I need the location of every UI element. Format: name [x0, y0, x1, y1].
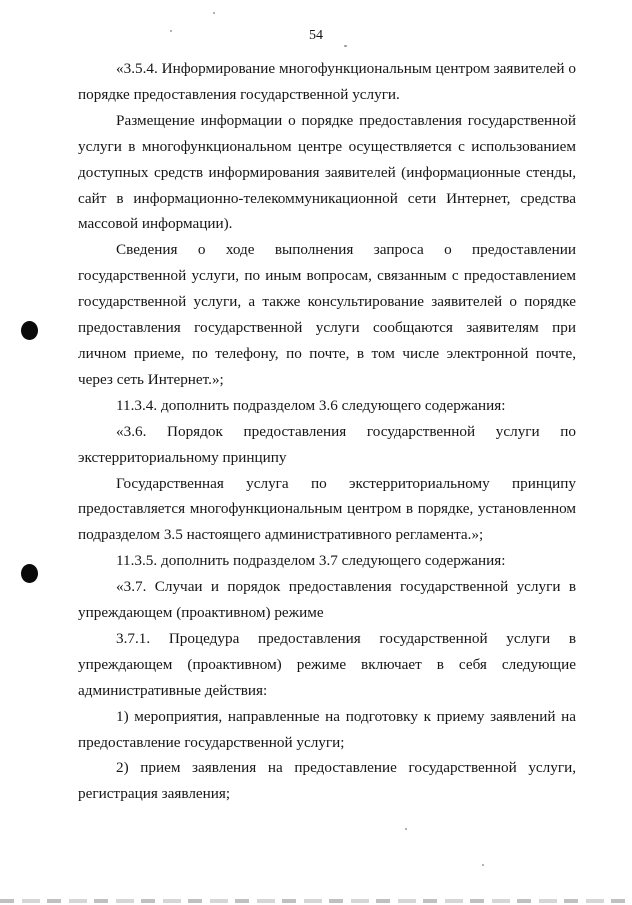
paragraph-extraterritorial-service: Государственная услуга по экстерриториальному принципу предоставляется многофункциональным центром в порядке, установленном подразделом 3.5 настоящего административного регламента.»;: [78, 474, 576, 544]
paragraph-11-3-4: 11.3.4. дополнить подразделом 3.6 следующего содержания:: [116, 396, 506, 414]
page-number: 54: [309, 28, 323, 43]
paragraph-11-3-5: 11.3.5. дополнить подразделом 3.7 следующего содержания:: [116, 552, 506, 570]
paragraph-3-6-heading: «3.6. Порядок предоставления государственной услуги по экстерриториальному принципу: [78, 422, 576, 466]
scan-speck: [344, 45, 347, 47]
scan-speck: [482, 864, 484, 866]
punch-hole-top: [21, 321, 38, 340]
list-item-2: 2) прием заявления на предоставление государственной услуги, регистрация заявления;: [78, 759, 576, 803]
scan-bottom-edge: [0, 899, 632, 903]
list-item-1: 1) мероприятия, направленные на подготовку к приему заявлений на предоставление государственной услуги;: [78, 707, 576, 751]
paragraph-3-7-heading: «3.7. Случаи и порядок предоставления государственной услуги в упреждающем (проактивном) режиме: [78, 578, 576, 622]
scan-speck: [405, 828, 407, 830]
paragraph-request-status-info: Сведения о ходе выполнения запроса о предоставлении государственной услуги, по иным вопросам, связанным с предоставлением государственной услуги, а также консультирование заявителей о порядке предоставления государственной услуги сообщаются заявителям при личном приеме, по телефону, по почте, в том числе электронной почте, через сеть Интернет.»;: [78, 241, 576, 388]
punch-hole-bottom: [21, 564, 38, 583]
paragraph-information-placement: Размещение информации о порядке предоставления государственной услуги в многофункциональном центре осуществляется с использованием доступных средств информирования заявителей (информационные стенды, сайт в информационно-телекоммуникационной сети Интернет, средства массовой информации).: [78, 111, 576, 233]
scan-speck: [170, 30, 172, 32]
document-body: [78, 56, 576, 807]
scan-speck: [213, 12, 215, 14]
paragraph-3-5-4-heading: «3.5.4. Информирование многофункциональным центром заявителей о порядке предоставления государственной услуги.: [78, 60, 576, 103]
paragraph-3-7-1: 3.7.1. Процедура предоставления государственной услуги в упреждающем (проактивном) режиме включает в себя следующие административные действия:: [78, 629, 576, 699]
